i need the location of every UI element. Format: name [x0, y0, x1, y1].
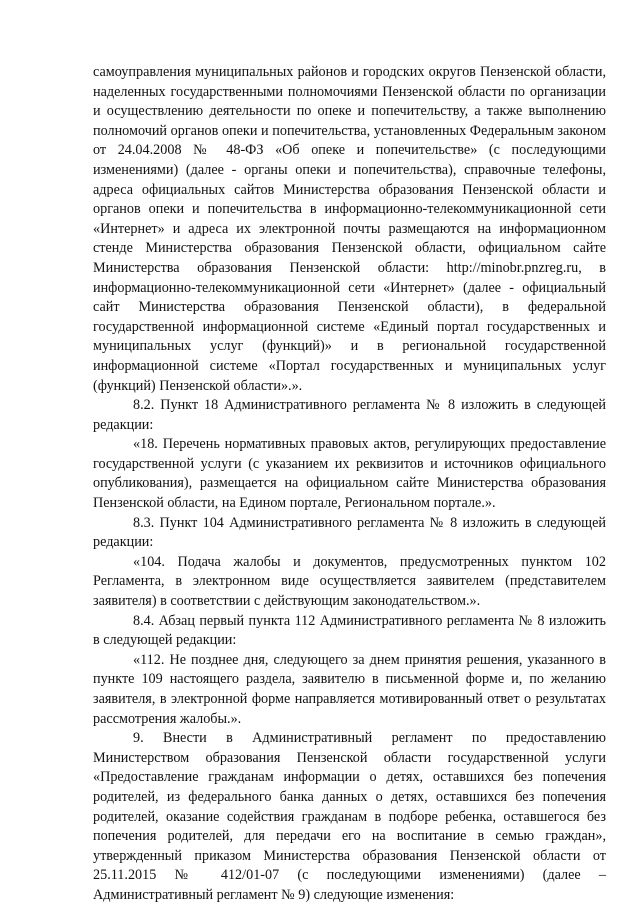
paragraph-8-2: 8.2. Пункт 18 Административного регламента № 8 изложить в следующей редакции: [93, 397, 606, 433]
paragraph-112: «112. Не позднее дня, следующего за днем принятия решения, указанного в пункте 109 настоящего раздела, заявителю в письменной форме и, по желанию заявителя, в электронной форме направляется мотивированный ответ о результатах рассмотрения жалобы.». [93, 651, 606, 727]
paragraph-9: 9. Внести в Административный регламент по предоставлению Министерством образования Пензенской области государственной услуги «Предоставление гражданам информации о детях, оставшихся без попечения родителей, из федерального банка данных о детях, оставшихся без попечения родителей, оказание содействия гражданам в подборе ребенка, оставшегося без попечения родителей, для передачи его на воспитание в семью граждан», утвержденный приказом Министерства образования Пензенской области от 25.11.2015 № 412/01-07 (с последующими изменениями) (далее – Административный регламент № 9) следующие изменения: [93, 730, 606, 903]
paragraph-104: «104. Подача жалобы и документов, предусмотренных пунктом 102 Регламента, в электронном виде осуществляется заявителем (представителем заявителя) в соответствии с действующим законодательством.». [93, 553, 606, 610]
paragraph-continuation: самоуправления муниципальных районов и городских округов Пензенской области, наделенных государственными полномочиями Пензенской области по организации и осуществлению деятельности по опеке и попечительству, а также выполнению полномочий органов опеки и попечительства, установленных Федеральным законом от 24.04.2008 № 48-ФЗ «Об опеке и попечительстве» (с последующими изменениями) (далее - органы опеки и попечительства), справочные телефоны, адреса официальных сайтов Министерства образования Пензенской области и органов опеки и попечительства в информационно-телекоммуникационной сети «Интернет» и адреса их электронной почты размещаются на информационном стенде Министерства образования Пензенской области, официальном сайте Министерства образования Пензенской области: http://minobr.pnzreg.ru, в информационно-телекоммуникационной сети «Интернет» (далее - официальный сайт Министерства образования Пензенской области), в федеральной государственной информационной системе «Единый портал государственных и муниципальных услуг (функций)» и в региональной государственной информационной системе «Портал государственных и муниципальных услуг (функций) Пензенской области».». [93, 64, 606, 394]
paragraph-18: «18. Перечень нормативных правовых актов, регулирующих предоставление государственной услуги (с указанием их реквизитов и источников официального опубликования), размещается на официальном сайте Министерства образования Пензенской области, на Едином портале, Региональном портале.». [93, 436, 606, 512]
document-body [93, 63, 606, 906]
paragraph-8-3: 8.3. Пункт 104 Административного регламента № 8 изложить в следующей редакции: [93, 514, 606, 551]
paragraph-8-4: 8.4. Абзац первый пункта 112 Административного регламента № 8 изложить в следующей редакции: [93, 612, 606, 649]
